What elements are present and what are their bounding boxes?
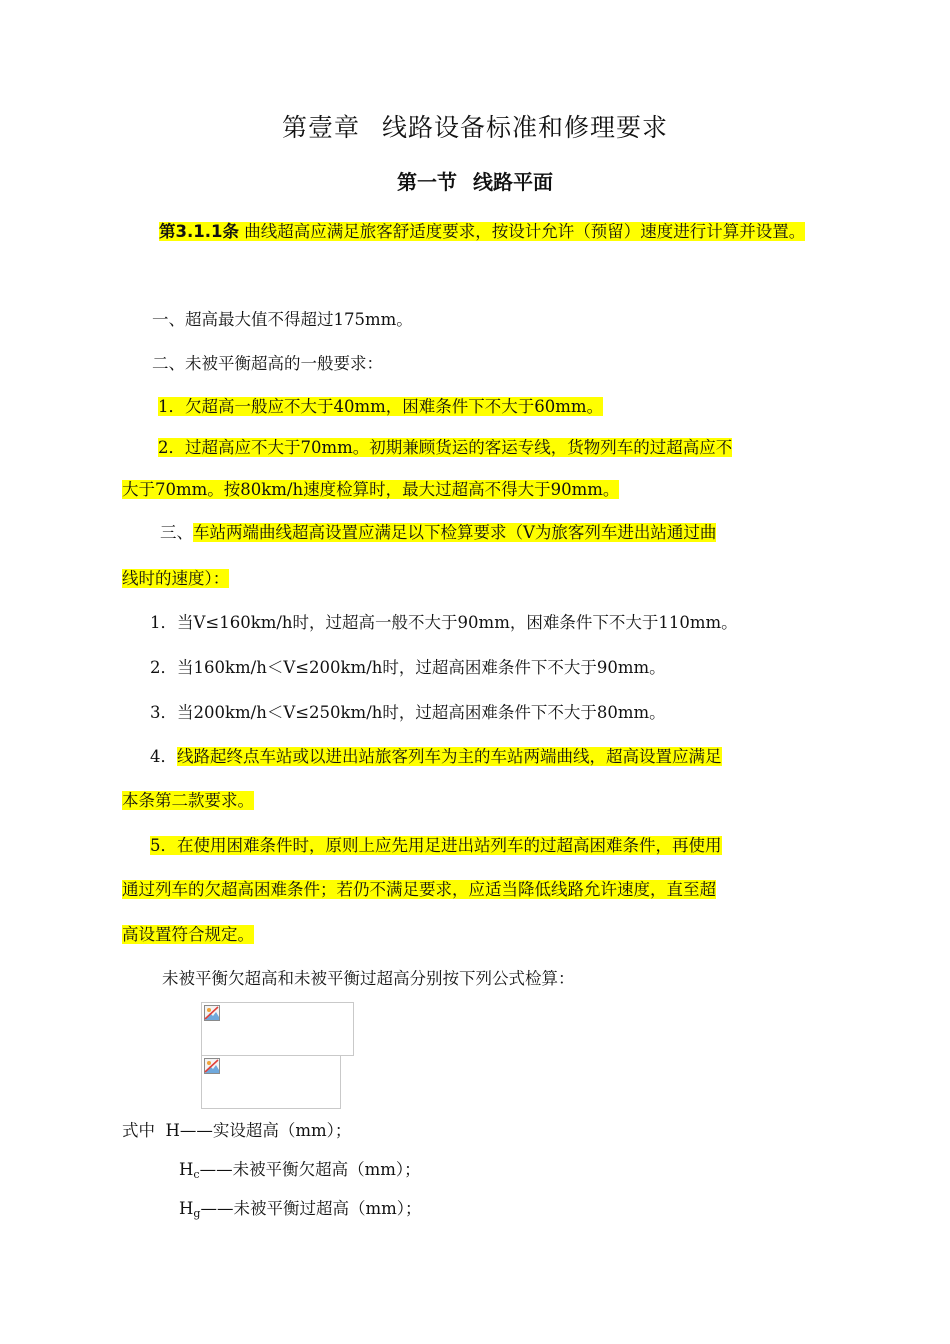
section-number: 第一节 bbox=[397, 170, 457, 194]
item-3-line2: 线时的速度）： bbox=[122, 569, 230, 588]
item-2-1: 1．欠超高一般应不大于40mm，困难条件下不大于60mm。 bbox=[158, 397, 604, 416]
chapter-title bbox=[0, 108, 950, 144]
item-3-1: 1．当V≤160km/h时，过超高一般不大于90mm，困难条件下不大于110mm。 bbox=[150, 613, 738, 632]
broken-image-icon bbox=[204, 1005, 220, 1021]
item-3-5-line1: 5．在使用困难条件时，原则上应先用足进出站列车的过超高困难条件，再使用 bbox=[150, 836, 722, 855]
article-label: 第3.1.1条 bbox=[159, 222, 239, 241]
item-3-4-line1: 4．线路起终点车站或以进出站旅客列车为主的车站两端曲线，超高设置应满足 bbox=[150, 747, 722, 766]
item-2-2-line2: 大于70mm。按80km/h速度检算时，最大过超高不得大于90mm。 bbox=[122, 480, 620, 499]
formula-image-2 bbox=[201, 1055, 341, 1109]
item-3-3: 3．当200km/h＜V≤250km/h时，过超高困难条件下不大于80mm。 bbox=[150, 703, 666, 722]
broken-image-icon bbox=[204, 1058, 220, 1074]
item-3-line1: 三、车站两端曲线超高设置应满足以下检算要求（V为旅客列车进出站通过曲 bbox=[160, 523, 717, 542]
item-3-4-line2: 本条第二款要求。 bbox=[122, 791, 254, 810]
section-name: 线路平面 bbox=[473, 170, 553, 194]
chapter-number: 第壹章 bbox=[281, 113, 360, 142]
definition-h: 式中 H——实设超高（mm）； bbox=[122, 1121, 352, 1140]
item-3-5-line3: 高设置符合规定。 bbox=[122, 925, 254, 944]
chapter-name: 线路设备标准和修理要求 bbox=[382, 113, 669, 142]
item-3-5-line2: 通过列车的欠超高困难条件；若仍不满足要求，应适当降低线路允许速度，直至超 bbox=[122, 880, 716, 899]
item-2: 二、未被平衡超高的一般要求： bbox=[152, 354, 383, 373]
definition-hg: $H_g——$未被平衡过超高（mm）； bbox=[179, 1199, 422, 1220]
item-1: 一、超高最大值不得超过175mm。 bbox=[152, 310, 413, 329]
section-title bbox=[0, 166, 950, 195]
item-2-2-line1: 2．过超高应不大于70mm。初期兼顾货运的客运专线，货物列车的过超高应不 bbox=[158, 438, 733, 457]
formula-image-1 bbox=[201, 1002, 354, 1056]
item-3-2: 2．当160km/h＜V≤200km/h时，过超高困难条件下不大于90mm。 bbox=[150, 658, 666, 677]
formula-intro: 未被平衡欠超高和未被平衡过超高分别按下列公式检算： bbox=[162, 969, 575, 988]
article-text: 曲线超高应满足旅客舒适度要求，按设计允许（预留）速度进行计算并设置。 bbox=[244, 222, 806, 241]
definition-hc: $H_c——$未被平衡欠超高（mm）； bbox=[179, 1160, 421, 1181]
article-paragraph bbox=[122, 210, 828, 254]
